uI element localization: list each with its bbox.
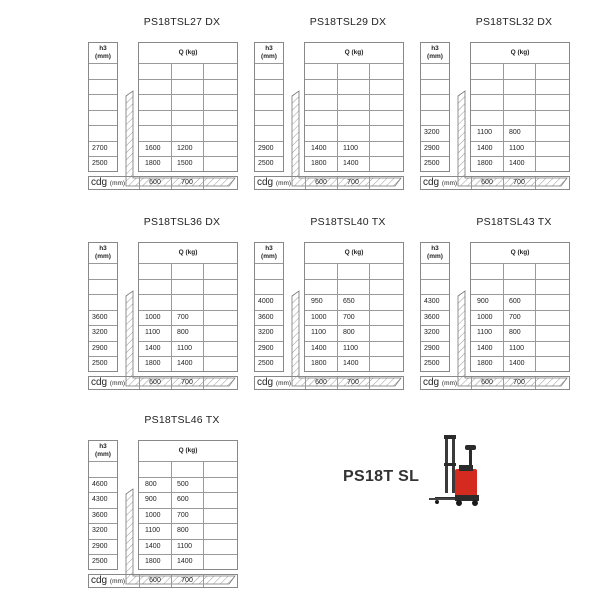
q-value-700: 700 [177, 313, 189, 321]
row-divider [255, 263, 283, 264]
q-value-700: 1100 [343, 144, 359, 152]
h3-header-label: h3 [431, 45, 439, 52]
cdg-divider [535, 177, 536, 189]
q-header: Q (kg) [178, 447, 198, 454]
q-value-600: 900 [477, 298, 489, 305]
h3-value: 2500 [92, 558, 108, 565]
h3-value: 3600 [92, 313, 108, 321]
q-value-700: 1200 [177, 144, 193, 152]
h3-header-unit: (mm) [261, 253, 277, 260]
row-divider [305, 263, 403, 264]
load-chart-panel [420, 16, 572, 188]
row-divider [255, 94, 283, 95]
row-divider [305, 279, 403, 280]
row-divider [471, 279, 569, 280]
h3-value: 2900 [424, 144, 440, 152]
h3-value: 2500 [92, 160, 108, 167]
row-divider [471, 63, 569, 64]
row-divider [255, 110, 283, 111]
q-value-700: 800 [177, 329, 189, 336]
cdg-label [257, 377, 291, 390]
row-divider [471, 79, 569, 80]
cdg-unit: (mm) [109, 180, 126, 187]
h3-header [255, 43, 283, 63]
load-chart-panel [254, 216, 406, 388]
q-value-700: 700 [343, 313, 355, 321]
cdg-value: 600 [481, 179, 493, 186]
h3-value: 4600 [92, 480, 108, 488]
q-value-600: 1000 [311, 313, 327, 321]
panel-title: PS18TSL36 DX [143, 216, 221, 228]
q-value-600: 1000 [145, 313, 161, 321]
load-chart-panel [254, 16, 406, 188]
h3-header [255, 243, 283, 263]
row-divider [89, 94, 117, 95]
q-value-600: 1100 [145, 527, 161, 534]
h3-header-label: h3 [431, 245, 439, 252]
h3-header [89, 43, 117, 63]
q-value-700: 700 [509, 313, 521, 321]
q-value-700: 600 [177, 496, 189, 503]
q-header: Q (kg) [344, 249, 364, 256]
row-divider [255, 79, 283, 80]
row-divider [89, 279, 117, 280]
cdg-divider [203, 575, 204, 587]
q-value-700: 1100 [509, 344, 525, 352]
q-value-600: 1800 [145, 160, 161, 167]
cdg-text: cdg [257, 177, 274, 188]
q-value-700: 1400 [509, 360, 525, 367]
mast-fork-diagram-icon [457, 90, 572, 190]
cdg-unit: (mm) [109, 380, 126, 387]
mast-fork-diagram-icon [125, 90, 240, 190]
cdg-label [91, 177, 125, 190]
h3-header [89, 243, 117, 263]
cdg-row [88, 176, 238, 190]
mast-fork-diagram-icon [291, 90, 406, 190]
row-divider [139, 279, 237, 280]
cdg-unit: (mm) [275, 380, 292, 387]
q-value-700: 800 [177, 527, 189, 534]
q-value-600: 1800 [145, 360, 161, 367]
panel-title: PS18TSL40 TX [310, 216, 386, 228]
q-value-700: 650 [343, 298, 355, 305]
row-divider [89, 110, 117, 111]
row-divider [421, 79, 449, 80]
cdg-text: cdg [423, 177, 440, 188]
h3-value: 3200 [92, 329, 108, 336]
row-divider [421, 63, 449, 64]
q-header: Q (kg) [344, 49, 364, 56]
q-value-600: 1400 [311, 144, 327, 152]
h3-header-unit: (mm) [95, 53, 111, 60]
q-value-600: 1800 [311, 160, 327, 167]
h3-value: 3200 [424, 129, 440, 136]
q-header: Q (kg) [510, 249, 530, 256]
h3-value: 2900 [92, 542, 108, 550]
q-value-700: 1400 [343, 160, 359, 167]
row-divider [89, 263, 117, 264]
cdg-label [257, 177, 291, 190]
row-divider [89, 294, 117, 295]
h3-value: 2500 [92, 360, 108, 367]
h3-column [254, 242, 284, 372]
q-value-600: 1400 [145, 344, 161, 352]
h3-header-label: h3 [99, 443, 107, 450]
q-value-700: 1500 [177, 160, 193, 167]
cdg-text: cdg [423, 377, 440, 388]
q-value-700: 1100 [509, 144, 525, 152]
q-header: Q (kg) [510, 49, 530, 56]
cdg-unit: (mm) [275, 180, 292, 187]
h3-value: 3600 [424, 313, 440, 321]
cdg-label [91, 377, 125, 390]
panel-title: PS18TSL32 DX [475, 16, 553, 28]
h3-value: 3600 [92, 511, 108, 519]
row-divider [255, 125, 283, 126]
h3-value: 3200 [92, 527, 108, 534]
q-header: Q (kg) [178, 49, 198, 56]
mast-fork-diagram-icon [125, 290, 240, 390]
h3-value: 3200 [258, 329, 274, 336]
h3-header [421, 43, 449, 63]
h3-value: 3200 [424, 329, 440, 336]
h3-value: 2700 [92, 144, 108, 152]
h3-header-unit: (mm) [427, 53, 443, 60]
cdg-value: 700 [513, 179, 525, 186]
h3-header-unit: (mm) [95, 451, 111, 458]
row-divider [421, 263, 449, 264]
h3-header [421, 243, 449, 263]
cdg-value: 600 [315, 179, 327, 186]
q-value-600: 1800 [477, 160, 493, 167]
h3-column [254, 42, 284, 172]
cdg-label [91, 575, 125, 588]
load-chart-panel [420, 216, 572, 388]
h3-value: 3600 [258, 313, 274, 321]
h3-value: 2500 [424, 160, 440, 167]
row-divider [89, 79, 117, 80]
h3-header [89, 441, 117, 461]
row-divider [89, 461, 117, 462]
row-divider [89, 125, 117, 126]
row-divider [139, 461, 237, 462]
row-divider [139, 63, 237, 64]
cdg-row [254, 376, 404, 390]
cdg-row [420, 176, 570, 190]
q-value-700: 1100 [177, 344, 193, 352]
q-value-600: 1000 [477, 313, 493, 321]
load-chart-panel [88, 216, 240, 388]
h3-value: 2900 [92, 344, 108, 352]
q-value-600: 1800 [311, 360, 327, 367]
cdg-text: cdg [91, 377, 108, 388]
cdg-divider [203, 177, 204, 189]
h3-value: 2900 [258, 344, 274, 352]
load-chart-panel [88, 414, 240, 586]
cdg-text: cdg [257, 377, 274, 388]
q-value-600: 950 [311, 298, 323, 305]
cdg-value: 600 [149, 179, 161, 186]
cdg-text: cdg [91, 177, 108, 188]
row-divider [305, 79, 403, 80]
panel-title: PS18TSL43 TX [476, 216, 552, 228]
q-value-700: 1100 [177, 542, 193, 550]
q-value-600: 1400 [477, 144, 493, 152]
q-value-600: 1000 [145, 511, 161, 519]
q-header: Q (kg) [178, 249, 198, 256]
q-value-700: 800 [509, 329, 521, 336]
q-value-600: 1100 [145, 329, 161, 336]
q-value-700: 1100 [343, 344, 359, 352]
q-value-600: 1400 [477, 344, 493, 352]
h3-value: 4300 [92, 496, 108, 503]
q-value-600: 1400 [311, 344, 327, 352]
mast-fork-diagram-icon [457, 290, 572, 390]
h3-column [88, 440, 118, 570]
cdg-value: 600 [315, 379, 327, 386]
q-value-700: 1400 [177, 360, 193, 367]
cdg-text: cdg [91, 575, 108, 586]
cdg-value: 700 [181, 577, 193, 584]
cdg-unit: (mm) [109, 578, 126, 585]
mast-fork-diagram-icon [125, 488, 240, 588]
q-value-600: 1800 [477, 360, 493, 367]
pallet-stacker-icon [425, 435, 487, 515]
cdg-value: 700 [181, 179, 193, 186]
h3-value: 2500 [424, 360, 440, 367]
q-value-700: 1400 [343, 360, 359, 367]
row-divider [421, 110, 449, 111]
cdg-value: 600 [149, 379, 161, 386]
cdg-value: 700 [347, 379, 359, 386]
cdg-divider [369, 377, 370, 389]
cdg-label [423, 177, 457, 190]
q-value-700: 800 [343, 329, 355, 336]
q-value-700: 1400 [177, 558, 193, 565]
h3-value: 4000 [258, 298, 274, 305]
h3-value: 2900 [258, 144, 274, 152]
h3-header-unit: (mm) [261, 53, 277, 60]
q-value-700: 700 [177, 511, 189, 519]
row-divider [89, 63, 117, 64]
cdg-label [423, 377, 457, 390]
cdg-value: 600 [149, 577, 161, 584]
cdg-divider [203, 377, 204, 389]
row-divider [421, 279, 449, 280]
q-value-600: 800 [145, 480, 157, 488]
cdg-row [88, 376, 238, 390]
h3-value: 2500 [258, 360, 274, 367]
h3-header-unit: (mm) [95, 253, 111, 260]
q-value-600: 1100 [477, 329, 493, 336]
h3-header-label: h3 [265, 245, 273, 252]
load-chart-panel [88, 16, 240, 188]
h3-column [88, 42, 118, 172]
model-label: PS18T SL [343, 468, 420, 485]
h3-value: 2500 [258, 160, 274, 167]
row-divider [255, 63, 283, 64]
cdg-value: 700 [513, 379, 525, 386]
cdg-value: 600 [481, 379, 493, 386]
h3-header-label: h3 [99, 245, 107, 252]
row-divider [471, 263, 569, 264]
q-value-600: 1100 [477, 129, 493, 136]
q-value-600: 900 [145, 496, 157, 503]
q-value-700: 600 [509, 298, 521, 305]
panel-title: PS18TSL27 DX [143, 16, 221, 28]
row-divider [421, 94, 449, 95]
q-value-700: 1400 [509, 160, 525, 167]
cdg-divider [369, 177, 370, 189]
q-value-600: 1800 [145, 558, 161, 565]
q-value-600: 1600 [145, 144, 161, 152]
cdg-row [420, 376, 570, 390]
q-value-700: 800 [509, 129, 521, 136]
panel-title: PS18TSL29 DX [309, 16, 387, 28]
row-divider [139, 263, 237, 264]
h3-column [88, 242, 118, 372]
cdg-row [88, 574, 238, 588]
panel-title: PS18TSL46 TX [144, 414, 220, 426]
q-value-600: 1400 [145, 542, 161, 550]
cdg-value: 700 [347, 179, 359, 186]
cdg-divider [535, 377, 536, 389]
h3-column [420, 242, 450, 372]
h3-header-label: h3 [99, 45, 107, 52]
mast-fork-diagram-icon [291, 290, 406, 390]
cdg-value: 700 [181, 379, 193, 386]
h3-column [420, 42, 450, 172]
cdg-unit: (mm) [441, 380, 458, 387]
row-divider [139, 79, 237, 80]
q-value-700: 500 [177, 480, 189, 488]
h3-header-unit: (mm) [427, 253, 443, 260]
cdg-unit: (mm) [441, 180, 458, 187]
row-divider [255, 279, 283, 280]
row-divider [305, 63, 403, 64]
h3-value: 2900 [424, 344, 440, 352]
cdg-row [254, 176, 404, 190]
h3-header-label: h3 [265, 45, 273, 52]
h3-value: 4300 [424, 298, 440, 305]
q-value-600: 1100 [311, 329, 327, 336]
